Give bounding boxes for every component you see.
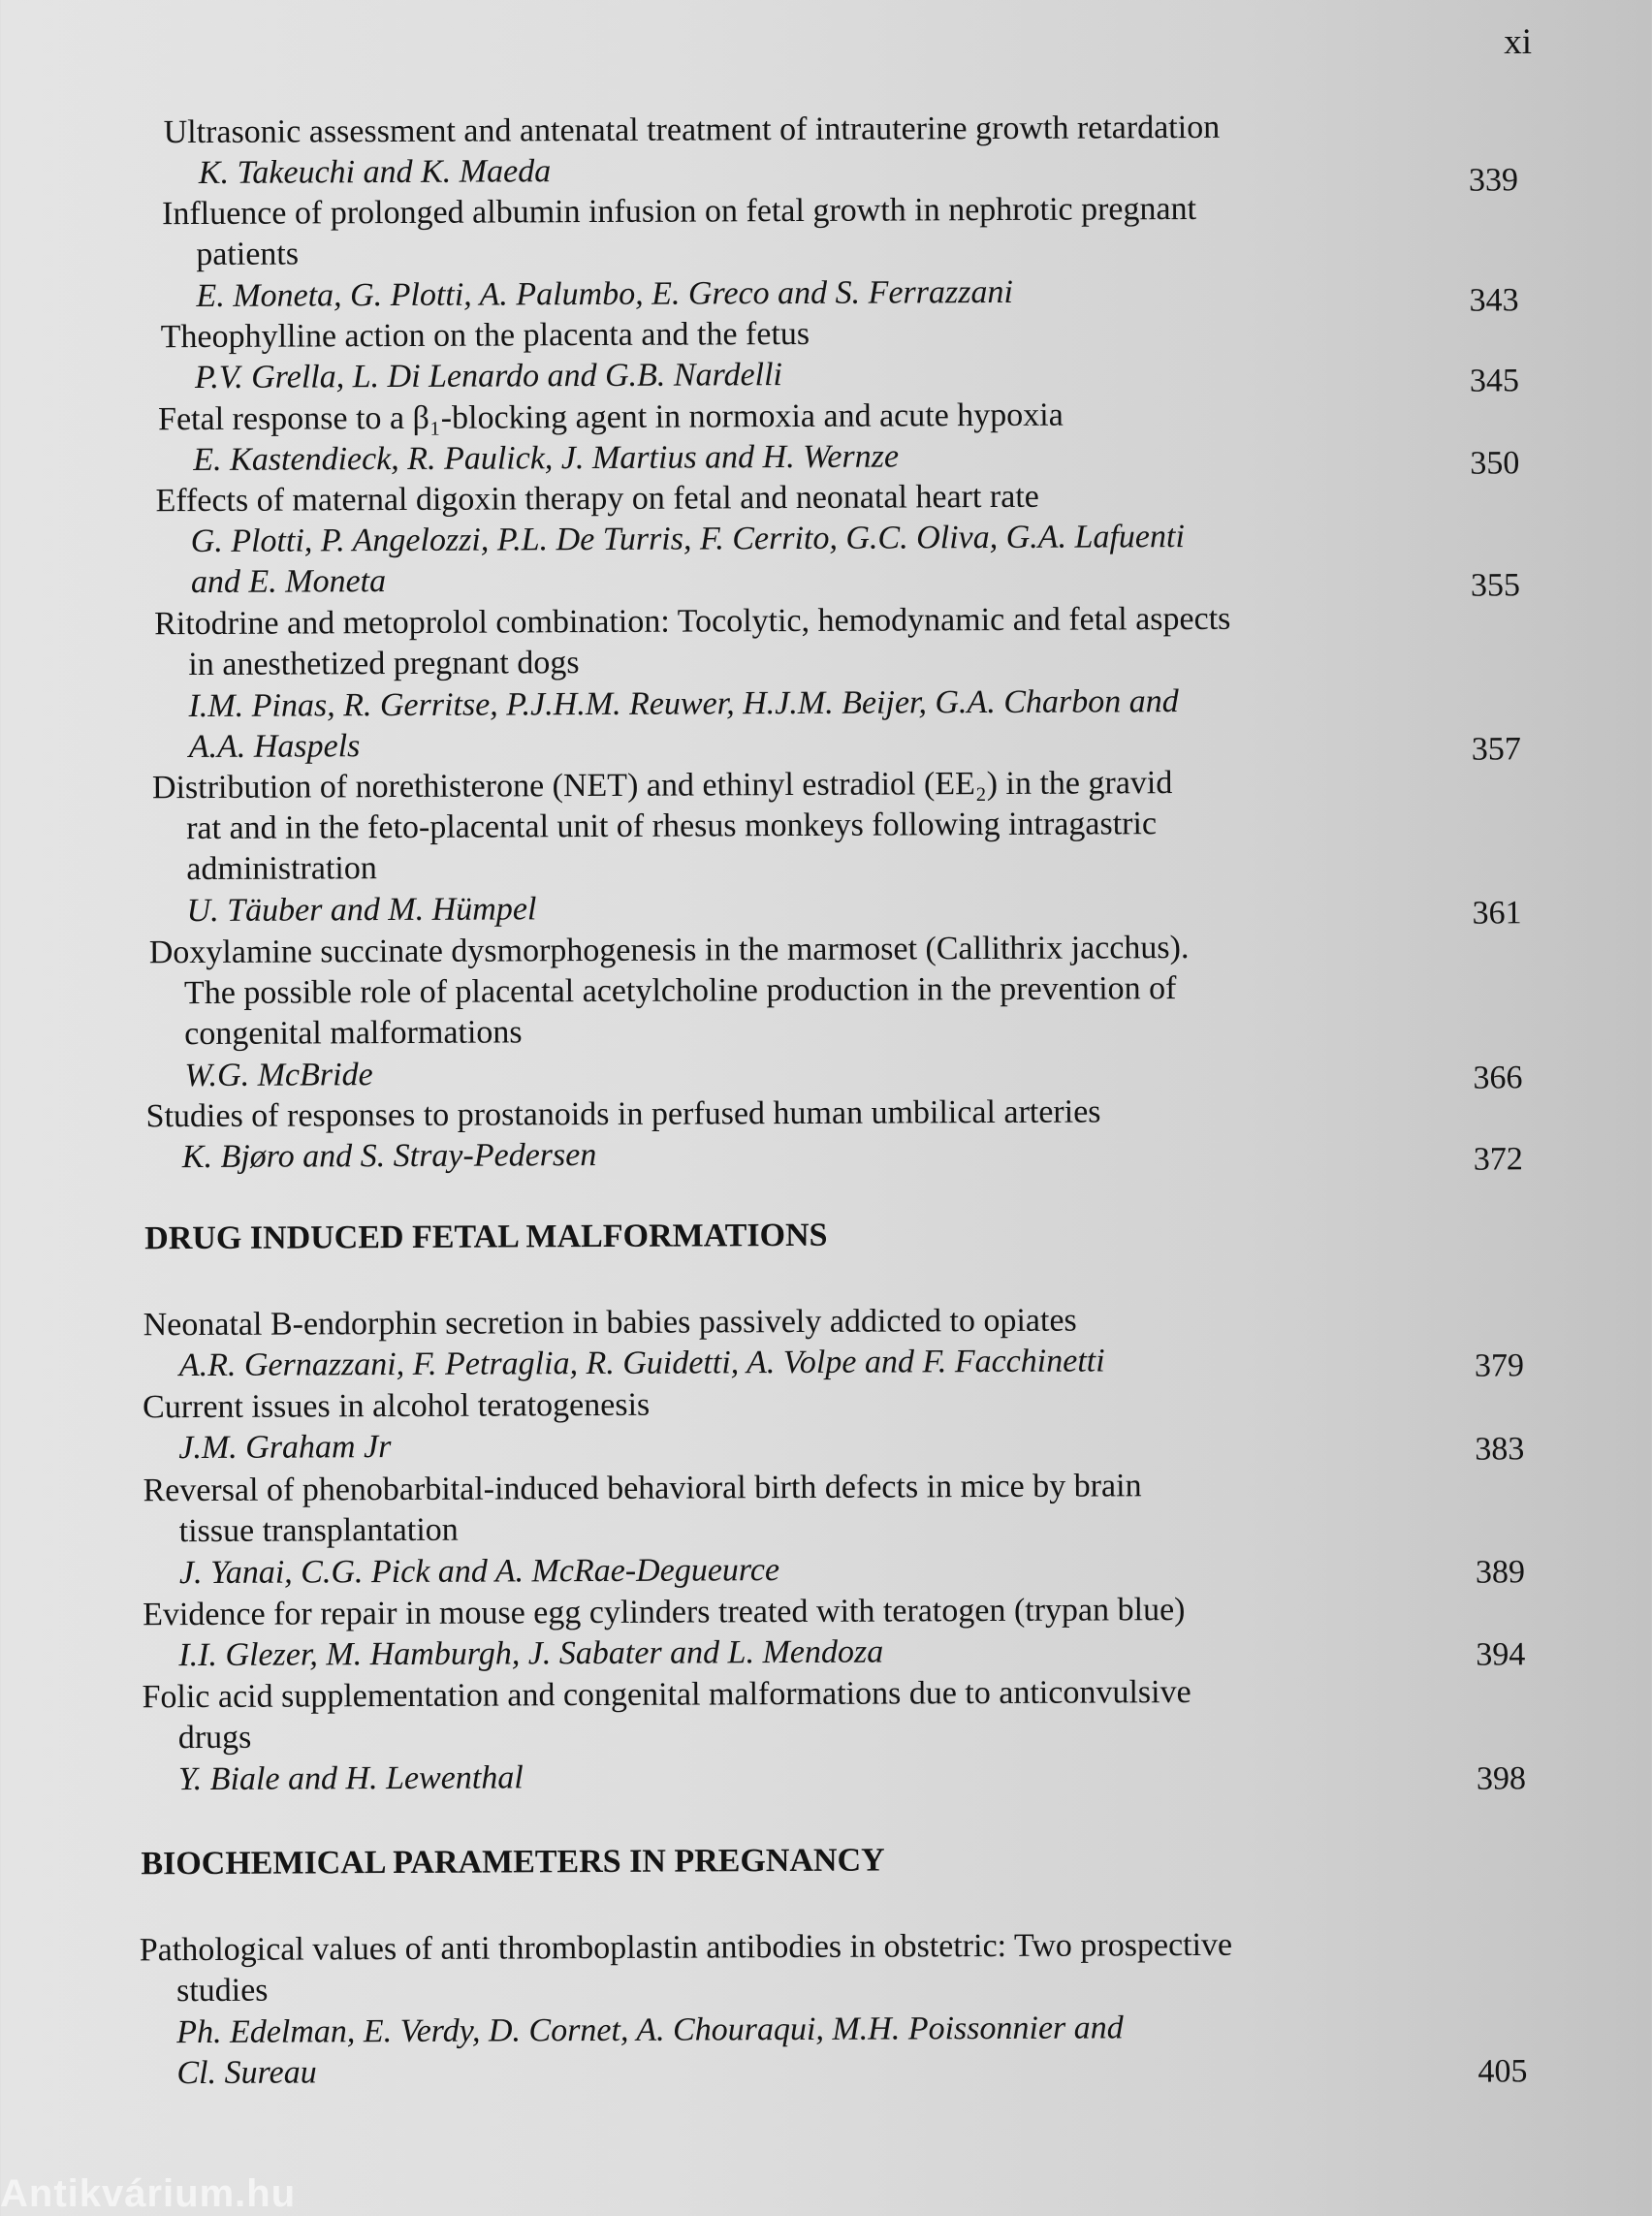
entry-title-line: studies [175, 1972, 269, 2010]
entry-title-line: tissue transplantation [178, 1511, 459, 1550]
entry-title-line: Effects of maternal digoxin therapy on fetal and neonatal heart rate [155, 478, 1039, 520]
entry-title-line: rat and in the feto-placental unit of rhesus monkeys following intragastric [186, 806, 1158, 847]
entry-title-line: Reversal of phenobarbital-induced behavioral birth defects in mice by brain [143, 1468, 1142, 1509]
entry-page-number: 383 [1475, 1431, 1525, 1468]
entry-page-number: 394 [1476, 1636, 1526, 1673]
entry-page-number: 379 [1474, 1347, 1524, 1384]
entry-authors-line: J. Yanai, C.G. Pick and A. McRae-Degueurce [178, 1552, 780, 1592]
entry-authors-line: I.M. Pinas, R. Gerritse, P.J.H.M. Reuwer, H.J.M. Beijer, G.A. Charbon and [188, 683, 1179, 725]
entry-authors-line: E. Moneta, G. Plotti, A. Palumbo, E. Greco and S. Ferrazzani [196, 273, 1013, 315]
entry-page-number: 339 [1468, 162, 1519, 199]
entry-title-line: Ultrasonic assessment and antenatal treatment of intrauterine growth retardation [163, 109, 1221, 151]
entry-authors-line: Ph. Edelman, E. Verdy, D. Cornet, A. Chouraqui, M.H. Poissonnier and [176, 2010, 1124, 2051]
entry-title-line: congenital malformations [184, 1014, 523, 1053]
entry-page-number: 345 [1469, 363, 1520, 399]
entry-title-line: Influence of prolonged albumin infusion on fetal growth in nephrotic pregnant [161, 190, 1197, 233]
entry-title-line: Doxylamine succinate dysmorphogenesis in the marmoset (Callithrix jacchus). [148, 930, 1190, 971]
entry-title-line: Fetal response to a β₁-blocking agent in normoxia and acute hypoxia [158, 396, 1064, 438]
watermark-logo: Antikvárium.hu [0, 2172, 297, 2215]
entry-title-line: Evidence for repair in mouse egg cylinders treated with teratogen (trypan blue) [143, 1592, 1186, 1633]
entry-title-line: Ritodrine and metoprolol combination: Tocolytic, hemodynamic and fetal aspects [154, 600, 1231, 643]
section-heading: BIOCHEMICAL PARAMETERS IN PREGNANCY [141, 1842, 885, 1883]
entry-authors-line: U. Täuber and M. Hümpel [186, 891, 537, 930]
entry-page-number: 350 [1470, 445, 1520, 482]
entry-page-number: 389 [1475, 1554, 1526, 1591]
entry-page-number: 357 [1471, 731, 1521, 768]
entry-authors-line: K. Bjøro and S. Stray-Pedersen [181, 1137, 597, 1176]
entry-authors-line: Cl. Sureau [176, 2054, 317, 2092]
entry-title-line: Studies of responses to prostanoids in perfused human umbilical arteries [145, 1093, 1101, 1135]
entry-authors-line: I.I. Glezer, M. Hamburgh, J. Sabater and L. Mendoza [178, 1633, 884, 1674]
entry-authors-line: and E. Moneta [190, 563, 387, 601]
entry-authors-line: J.M. Graham Jr [178, 1429, 392, 1467]
entry-authors-line: A.R. Gernazzani, F. Petraglia, R. Guidetti, A. Volpe and F. Facchinetti [178, 1343, 1105, 1384]
entry-page-number: 405 [1477, 2053, 1528, 2090]
section-heading: DRUG INDUCED FETAL MALFORMATIONS [144, 1217, 828, 1257]
entry-authors-line: E. Kastendieck, R. Paulick, J. Martius and H. Wernze [193, 438, 900, 479]
entry-title-line: Pathological values of anti thromboplastin antibodies in obstetric: Two prospective [139, 1926, 1233, 1969]
entry-page-number: 372 [1473, 1141, 1523, 1178]
page-number: xi [1504, 22, 1532, 62]
entry-authors-line: W.G. McBride [184, 1057, 373, 1094]
entry-page-number: 366 [1473, 1060, 1523, 1096]
entry-authors-line: P.V. Grella, L. Di Lenardo and G.B. Nardelli [194, 357, 783, 396]
entry-title-line: Folic acid supplementation and congenital malformations due to anticonvulsive [142, 1674, 1191, 1716]
entry-title-line: drugs [177, 1719, 252, 1757]
entry-title-line: patients [196, 236, 300, 273]
entry-authors-line: G. Plotti, P. Angelozzi, P.L. De Turris, F. Cerrito, G.C. Oliva, G.A. Lafuenti [190, 519, 1185, 560]
entry-title-line: administration [186, 850, 377, 888]
entry-page-number: 398 [1476, 1760, 1527, 1797]
entry-title-line: Distribution of norethisterone (NET) and ethinyl estradiol (EE₂) in the gravid [151, 765, 1173, 807]
entry-title-line: in anesthetized pregnant dogs [188, 645, 580, 683]
entry-page-number: 361 [1472, 895, 1522, 932]
entry-title-line: Current issues in alcohol teratogenesis [143, 1386, 651, 1426]
entry-page-number: 355 [1470, 567, 1521, 604]
entry-authors-line: K. Takeuchi and K. Maeda [198, 153, 552, 192]
entry-title-line: Neonatal B-endorphin secretion in babies passively addicted to opiates [143, 1302, 1077, 1344]
entry-title-line: The possible role of placental acetylcholine production in the prevention of [183, 970, 1177, 1012]
entry-title-line: Theophylline action on the placenta and the fetus [160, 315, 810, 356]
entry-authors-line: A.A. Haspels [188, 728, 361, 766]
entry-page-number: 343 [1469, 282, 1519, 319]
entry-authors-line: Y. Biale and H. Lewenthal [177, 1759, 524, 1798]
